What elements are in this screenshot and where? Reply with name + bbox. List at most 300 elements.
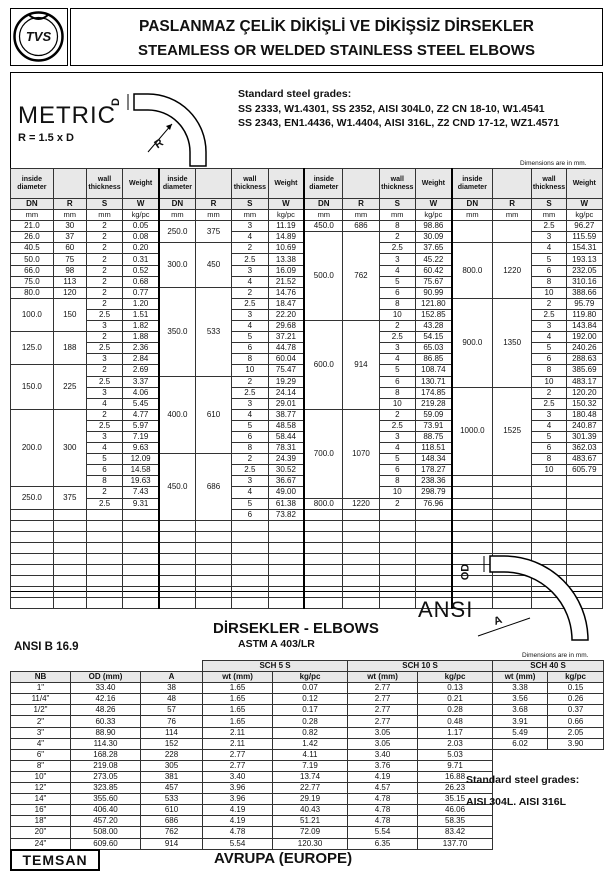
metric-w-cell: 143.84 xyxy=(566,321,602,332)
ansi-cell: 2.05 xyxy=(548,727,604,738)
metric-w-cell: 9.31 xyxy=(123,498,159,509)
metric-empty-cell xyxy=(123,554,159,565)
ansi-cell: 11/4" xyxy=(11,694,71,705)
metric-w-cell: 310.16 xyxy=(566,276,602,287)
metric-dn-cell: 300.0 xyxy=(159,243,195,287)
metric-empty-cell xyxy=(566,531,602,542)
metric-empty-cell xyxy=(232,520,268,531)
metric-empty-cell xyxy=(304,554,342,565)
metric-code-cell: DN xyxy=(452,199,493,210)
metric-empty-cell xyxy=(86,598,122,609)
footer-brand: TEMSAN xyxy=(22,852,88,868)
ansi-cell: 35.15 xyxy=(418,794,493,805)
ansi-col-header: kg/pc xyxy=(548,672,604,683)
metric-empty-cell xyxy=(159,598,195,609)
ansi-dims-note: Dimensions are in mm. xyxy=(522,652,589,659)
ansi-cell: 3.56 xyxy=(493,694,548,705)
ansi-cell: 9.71 xyxy=(418,760,493,771)
metric-unit-cell: mm xyxy=(379,210,415,221)
metric-empty-cell xyxy=(86,509,122,520)
metric-r-cell: 225 xyxy=(53,365,86,409)
metric-w-cell: 0.08 xyxy=(123,232,159,243)
footer-region: AVRUPA (EUROPE) xyxy=(214,850,353,867)
metric-w-cell: 240.87 xyxy=(566,420,602,431)
metric-s-cell: 6 xyxy=(232,509,268,520)
metric-s-cell: 2 xyxy=(232,376,268,387)
metric-s-cell: 2 xyxy=(86,298,122,309)
ansi-cell: 0.17 xyxy=(273,705,348,716)
metric-s-cell: 2.5 xyxy=(232,387,268,398)
metric-empty-cell xyxy=(415,554,451,565)
metric-w-cell: 43.28 xyxy=(415,321,451,332)
metric-s-cell: 2.5 xyxy=(86,420,122,431)
ansi-cell: 3.05 xyxy=(348,738,418,749)
metric-empty-cell xyxy=(123,520,159,531)
metric-s-cell: 6 xyxy=(532,265,566,276)
ansi-cell: 762 xyxy=(141,827,203,838)
metric-empty-cell xyxy=(343,587,379,598)
title-turkish: PASLANMAZ ÇELİK DİKİŞLİ VE DİKİŞSİZ DİRSEKLER xyxy=(139,18,534,35)
metric-dn-cell: 40.5 xyxy=(11,243,54,254)
ansi-cell: 323.85 xyxy=(71,783,141,794)
metric-empty-cell xyxy=(343,509,379,520)
metric-s-cell: 8 xyxy=(86,476,122,487)
metric-empty-cell xyxy=(123,542,159,553)
ansi-table xyxy=(10,660,604,850)
metric-s-cell: 5 xyxy=(86,454,122,465)
metric-empty-cell xyxy=(11,509,54,520)
metric-empty-cell xyxy=(232,531,268,542)
ansi-cell: 2.77 xyxy=(203,760,273,771)
metric-empty-cell xyxy=(452,531,493,542)
metric-w-cell: 14.76 xyxy=(268,287,304,298)
metric-s-cell: 2 xyxy=(86,265,122,276)
metric-empty-cell xyxy=(492,487,532,498)
metric-w-cell: 118.51 xyxy=(415,443,451,454)
metric-unit-cell: mm xyxy=(343,210,379,221)
ansi-standard: ANSI B 16.9 xyxy=(14,641,79,653)
metric-code-cell: DN xyxy=(159,199,195,210)
metric-empty-cell xyxy=(379,509,415,520)
metric-empty-cell xyxy=(415,542,451,553)
metric-w-cell: 298.79 xyxy=(415,487,451,498)
metric-empty-cell xyxy=(304,587,342,598)
metric-s-cell: 8 xyxy=(532,276,566,287)
metric-r-cell: 1220 xyxy=(492,243,532,298)
ansi-cell: 6.35 xyxy=(348,838,418,849)
ansi-cell: 228 xyxy=(141,749,203,760)
metric-empty-cell xyxy=(11,598,54,609)
metric-empty-cell xyxy=(123,565,159,576)
metric-empty-cell xyxy=(532,531,566,542)
metric-s-cell: 2.5 xyxy=(232,465,268,476)
metric-empty-cell xyxy=(566,487,602,498)
metric-empty-cell xyxy=(304,598,342,609)
metric-empty-cell xyxy=(86,587,122,598)
metric-unit-cell: mm xyxy=(11,210,54,221)
metric-s-cell: 6 xyxy=(532,354,566,365)
metric-w-cell: 148.34 xyxy=(415,454,451,465)
metric-empty-cell xyxy=(53,598,86,609)
metric-empty-cell xyxy=(159,565,195,576)
ansi-cell: 1.17 xyxy=(418,727,493,738)
metric-s-cell: 5 xyxy=(379,365,415,376)
ansi-cell: 29.19 xyxy=(273,794,348,805)
metric-empty-cell xyxy=(268,598,304,609)
metric-r-cell: 375 xyxy=(195,221,231,243)
metric-empty-cell xyxy=(11,576,54,587)
ansi-cell: 273.05 xyxy=(71,771,141,782)
metric-s-cell: 5 xyxy=(532,343,566,354)
metric-w-cell: 19.29 xyxy=(268,376,304,387)
metric-w-cell: 54.15 xyxy=(415,332,451,343)
metric-r-cell: 75 xyxy=(53,254,86,265)
metric-w-cell: 121.80 xyxy=(415,298,451,309)
metric-unit-cell: mm xyxy=(195,210,231,221)
metric-s-cell: 10 xyxy=(532,376,566,387)
metric-code-cell: DN xyxy=(11,199,54,210)
ansi-cell: 4" xyxy=(11,738,71,749)
metric-dn-cell: 400.0 xyxy=(159,376,195,454)
metric-empty-cell xyxy=(159,576,195,587)
metric-empty-cell xyxy=(492,498,532,509)
metric-code-cell: W xyxy=(268,199,304,210)
metric-empty-cell xyxy=(415,509,451,520)
metric-empty-cell xyxy=(304,542,342,553)
ansi-cell: 0.48 xyxy=(418,716,493,727)
ansi-cell: 5.54 xyxy=(348,827,418,838)
metric-w-cell: 1.20 xyxy=(123,298,159,309)
ansi-cell: 1.42 xyxy=(273,738,348,749)
metric-empty-cell xyxy=(195,520,231,531)
ansi-cell: 16" xyxy=(11,805,71,816)
metric-unit-cell: mm xyxy=(532,210,566,221)
ansi-cell: 4.78 xyxy=(348,794,418,805)
ansi-row xyxy=(11,683,604,694)
ansi-cell: 1.65 xyxy=(203,716,273,727)
metric-s-cell: 4 xyxy=(379,443,415,454)
metric-unit-cell: kg/pc xyxy=(268,210,304,221)
metric-w-cell: 65.03 xyxy=(415,343,451,354)
metric-s-cell: 2.5 xyxy=(379,420,415,431)
ansi-label: ANSI xyxy=(418,597,474,622)
metric-w-cell: 37.21 xyxy=(268,332,304,343)
metric-s-cell: 2.5 xyxy=(532,398,566,409)
ansi-cell: 40.43 xyxy=(273,805,348,816)
metric-s-cell: 2 xyxy=(86,221,122,232)
ansi-cell: 2.11 xyxy=(203,738,273,749)
metric-s-cell: 2 xyxy=(379,321,415,332)
metric-empty-cell xyxy=(53,565,86,576)
metric-unit-cell: kg/pc xyxy=(566,210,602,221)
metric-empty-cell xyxy=(159,520,195,531)
metric-empty-cell xyxy=(53,531,86,542)
metric-empty-cell xyxy=(415,565,451,576)
metric-w-cell: 483.67 xyxy=(566,454,602,465)
metric-code-cell: R xyxy=(195,199,231,210)
metric-empty-cell xyxy=(415,576,451,587)
metric-s-cell: 5 xyxy=(379,276,415,287)
ansi-cell: 2.77 xyxy=(348,716,418,727)
metric-w-cell: 5.45 xyxy=(123,398,159,409)
metric-w-cell: 108.74 xyxy=(415,365,451,376)
metric-w-cell: 115.59 xyxy=(566,232,602,243)
metric-w-cell: 238.36 xyxy=(415,476,451,487)
ansi-cell: 4.78 xyxy=(203,827,273,838)
metric-s-cell: 4 xyxy=(532,243,566,254)
ansi-cell: 57 xyxy=(141,705,203,716)
metric-dn-cell: 100.0 xyxy=(11,298,54,331)
metric-row xyxy=(11,221,603,232)
metric-s-cell: 6 xyxy=(232,431,268,442)
ansi-cell: 168.28 xyxy=(71,749,141,760)
metric-r-cell: 686 xyxy=(195,454,231,521)
metric-w-cell: 98.86 xyxy=(415,221,451,232)
metric-s-cell: 2 xyxy=(86,409,122,420)
metric-empty-cell xyxy=(195,542,231,553)
metric-unit-cell: mm xyxy=(86,210,122,221)
metric-header-inside-diameter: inside diameter xyxy=(304,169,342,199)
metric-w-cell: 120.20 xyxy=(566,387,602,398)
metric-empty-cell xyxy=(232,598,268,609)
metric-w-cell: 240.26 xyxy=(566,343,602,354)
metric-w-cell: 75.67 xyxy=(415,276,451,287)
metric-w-cell: 152.85 xyxy=(415,309,451,320)
metric-w-cell: 0.77 xyxy=(123,287,159,298)
metric-s-cell: 8 xyxy=(379,298,415,309)
ansi-col-header: OD (mm) xyxy=(71,672,141,683)
metric-code-cell: S xyxy=(86,199,122,210)
metric-code-cell: R xyxy=(492,199,532,210)
diagram-r-label: R xyxy=(152,136,166,152)
ansi-title: DİRSEKLER - ELBOWS xyxy=(213,620,379,637)
header-title-box xyxy=(70,8,603,66)
metric-unit-cell: mm xyxy=(159,210,195,221)
metric-row xyxy=(11,520,603,531)
metric-empty-cell xyxy=(159,554,195,565)
metric-w-cell: 4.06 xyxy=(123,387,159,398)
ansi-cell: 4.19 xyxy=(203,805,273,816)
metric-empty-cell xyxy=(343,598,379,609)
metric-w-cell: 21.52 xyxy=(268,276,304,287)
metric-table xyxy=(10,168,603,609)
ansi-cell: 24" xyxy=(11,838,71,849)
metric-empty-cell xyxy=(53,554,86,565)
ansi-cell: 137.70 xyxy=(418,838,493,849)
ansi-cell: 2.77 xyxy=(348,683,418,694)
metric-r-cell: 113 xyxy=(53,276,86,287)
ansi-subtitle: ASTM A 403/LR xyxy=(238,638,315,650)
metric-empty-cell xyxy=(379,531,415,542)
metric-empty-cell xyxy=(86,542,122,553)
metric-s-cell: 3 xyxy=(232,309,268,320)
ansi-cell: 610 xyxy=(141,805,203,816)
ansi-cell: 0.07 xyxy=(273,683,348,694)
metric-header-wall-thickness: wall thickness xyxy=(532,169,566,199)
ansi-cell: 76 xyxy=(141,716,203,727)
ansi-row xyxy=(11,738,604,749)
metric-s-cell: 2 xyxy=(86,232,122,243)
ansi-cell: 88.90 xyxy=(71,727,141,738)
diagram-a-label: A xyxy=(492,614,504,628)
metric-empty-cell xyxy=(532,476,566,487)
ansi-cell: 914 xyxy=(141,838,203,849)
metric-code-cell: W xyxy=(415,199,451,210)
metric-s-cell: 2 xyxy=(86,332,122,343)
metric-r-cell: 1220 xyxy=(343,498,379,509)
metric-empty-cell xyxy=(304,520,342,531)
metric-empty-cell xyxy=(304,509,342,520)
metric-empty-cell xyxy=(11,565,54,576)
metric-empty-cell xyxy=(492,531,532,542)
metric-s-cell: 2 xyxy=(86,254,122,265)
metric-header-weight: Weight xyxy=(415,169,451,199)
metric-w-cell: 0.20 xyxy=(123,243,159,254)
metric-dn-cell: 125.0 xyxy=(11,332,54,365)
metric-s-cell: 8 xyxy=(532,454,566,465)
metric-s-cell: 10 xyxy=(379,487,415,498)
metric-w-cell: 362.03 xyxy=(566,443,602,454)
metric-unit-cell: kg/pc xyxy=(123,210,159,221)
metric-r-cell: 610 xyxy=(195,376,231,454)
metric-w-cell: 76.96 xyxy=(415,498,451,509)
metric-w-cell: 95.79 xyxy=(566,298,602,309)
metric-dn-cell: 900.0 xyxy=(452,298,493,387)
metric-dn-cell xyxy=(452,221,493,243)
metric-w-cell: 0.31 xyxy=(123,254,159,265)
metric-dn-cell: 350.0 xyxy=(159,287,195,376)
metric-w-cell: 19.63 xyxy=(123,476,159,487)
metric-empty-cell xyxy=(11,531,54,542)
ansi-cell: 0.15 xyxy=(548,683,604,694)
ansi-cell: 4.11 xyxy=(273,749,348,760)
metric-header-inside-diameter: inside diameter xyxy=(452,169,493,199)
metric-empty-cell xyxy=(232,576,268,587)
metric-empty-cell xyxy=(532,509,566,520)
metric-s-cell: 5 xyxy=(379,454,415,465)
metric-dims-note: Dimensions are in mm. xyxy=(520,160,587,167)
ansi-col-header: NB xyxy=(11,672,71,683)
metric-header-weight: Weight xyxy=(268,169,304,199)
metric-w-cell: 483.17 xyxy=(566,376,602,387)
metric-empty-cell xyxy=(195,576,231,587)
ansi-cell: 42.16 xyxy=(71,694,141,705)
metric-header-weight: Weight xyxy=(123,169,159,199)
metric-s-cell: 2.5 xyxy=(379,332,415,343)
metric-w-cell: 388.66 xyxy=(566,287,602,298)
metric-r-cell: 1525 xyxy=(492,387,532,476)
grades-title: Standard steel grades: xyxy=(238,88,352,100)
metric-w-cell: 36.67 xyxy=(268,476,304,487)
metric-empty-cell xyxy=(379,542,415,553)
metric-dn-cell: 800.0 xyxy=(304,498,342,509)
metric-w-cell: 61.38 xyxy=(268,498,304,509)
ansi-col-header: kg/pc xyxy=(418,672,493,683)
metric-s-cell: 8 xyxy=(532,365,566,376)
metric-empty-cell xyxy=(566,476,602,487)
sch-10s-header: SCH 10 S xyxy=(348,661,493,672)
metric-empty-cell xyxy=(123,598,159,609)
ansi-cell: 7.19 xyxy=(273,760,348,771)
ansi-cell: 114.30 xyxy=(71,738,141,749)
ansi-cell: 12" xyxy=(11,783,71,794)
ansi-cell: 0.21 xyxy=(418,694,493,705)
ansi-cell: 305 xyxy=(141,760,203,771)
metric-s-cell: 3 xyxy=(232,221,268,232)
metric-w-cell: 219.28 xyxy=(415,398,451,409)
metric-empty-cell xyxy=(11,554,54,565)
ansi-cell: 22.77 xyxy=(273,783,348,794)
metric-s-cell: 2.5 xyxy=(86,376,122,387)
ansi-cell: 46.06 xyxy=(418,805,493,816)
metric-empty-cell xyxy=(492,509,532,520)
metric-w-cell: 37.65 xyxy=(415,243,451,254)
diagram-od-label: OD xyxy=(459,563,472,581)
metric-w-cell: 10.69 xyxy=(268,243,304,254)
metric-empty-cell xyxy=(123,576,159,587)
metric-unit-cell: mm xyxy=(492,210,532,221)
metric-s-cell: 8 xyxy=(379,387,415,398)
metric-label: METRIC xyxy=(18,102,116,129)
metric-s-cell: 8 xyxy=(232,354,268,365)
metric-s-cell: 2 xyxy=(86,276,122,287)
metric-dn-cell: 700.0 xyxy=(304,409,342,498)
ansi-cell: 3.05 xyxy=(348,727,418,738)
footer-brand-box xyxy=(10,849,100,871)
metric-dn-cell: 200.0 xyxy=(11,409,54,487)
metric-s-cell: 2 xyxy=(86,243,122,254)
metric-code-cell: W xyxy=(566,199,602,210)
metric-s-cell: 4 xyxy=(532,420,566,431)
metric-dn-cell: 250.0 xyxy=(159,221,195,243)
metric-s-cell: 2 xyxy=(379,498,415,509)
ansi-cell: 406.40 xyxy=(71,805,141,816)
ansi-cell: 5.03 xyxy=(418,749,493,760)
metric-empty-cell xyxy=(268,565,304,576)
metric-w-cell: 150.32 xyxy=(566,398,602,409)
metric-s-cell: 5 xyxy=(232,420,268,431)
metric-s-cell: 2 xyxy=(379,232,415,243)
metric-s-cell: 2 xyxy=(379,409,415,420)
metric-w-cell: 24.39 xyxy=(268,454,304,465)
metric-w-cell: 174.85 xyxy=(415,387,451,398)
metric-w-cell: 75.47 xyxy=(268,365,304,376)
metric-s-cell: 3 xyxy=(379,343,415,354)
metric-header-wall-thickness: wall thickness xyxy=(379,169,415,199)
metric-dn-cell: 80.0 xyxy=(11,287,54,298)
metric-w-cell: 9.63 xyxy=(123,443,159,454)
metric-code-cell: S xyxy=(232,199,268,210)
metric-header-blank xyxy=(53,169,86,199)
metric-s-cell: 3 xyxy=(232,398,268,409)
metric-s-cell: 4 xyxy=(232,409,268,420)
metric-header-row xyxy=(11,169,603,199)
metric-r-cell: 188 xyxy=(53,332,86,365)
metric-empty-cell xyxy=(343,531,379,542)
metric-w-cell: 38.77 xyxy=(268,409,304,420)
metric-empty-cell xyxy=(379,576,415,587)
ansi-cell: 1" xyxy=(11,683,71,694)
metric-s-cell: 2 xyxy=(86,365,122,376)
metric-s-cell: 6 xyxy=(86,465,122,476)
ansi-cell: 16.88 xyxy=(418,771,493,782)
metric-r-cell: 60 xyxy=(53,243,86,254)
metric-w-cell: 2.84 xyxy=(123,354,159,365)
ansi-cell: 51.21 xyxy=(273,816,348,827)
metric-empty-cell xyxy=(232,587,268,598)
metric-r-cell: 37 xyxy=(53,232,86,243)
metric-w-cell: 49.00 xyxy=(268,487,304,498)
